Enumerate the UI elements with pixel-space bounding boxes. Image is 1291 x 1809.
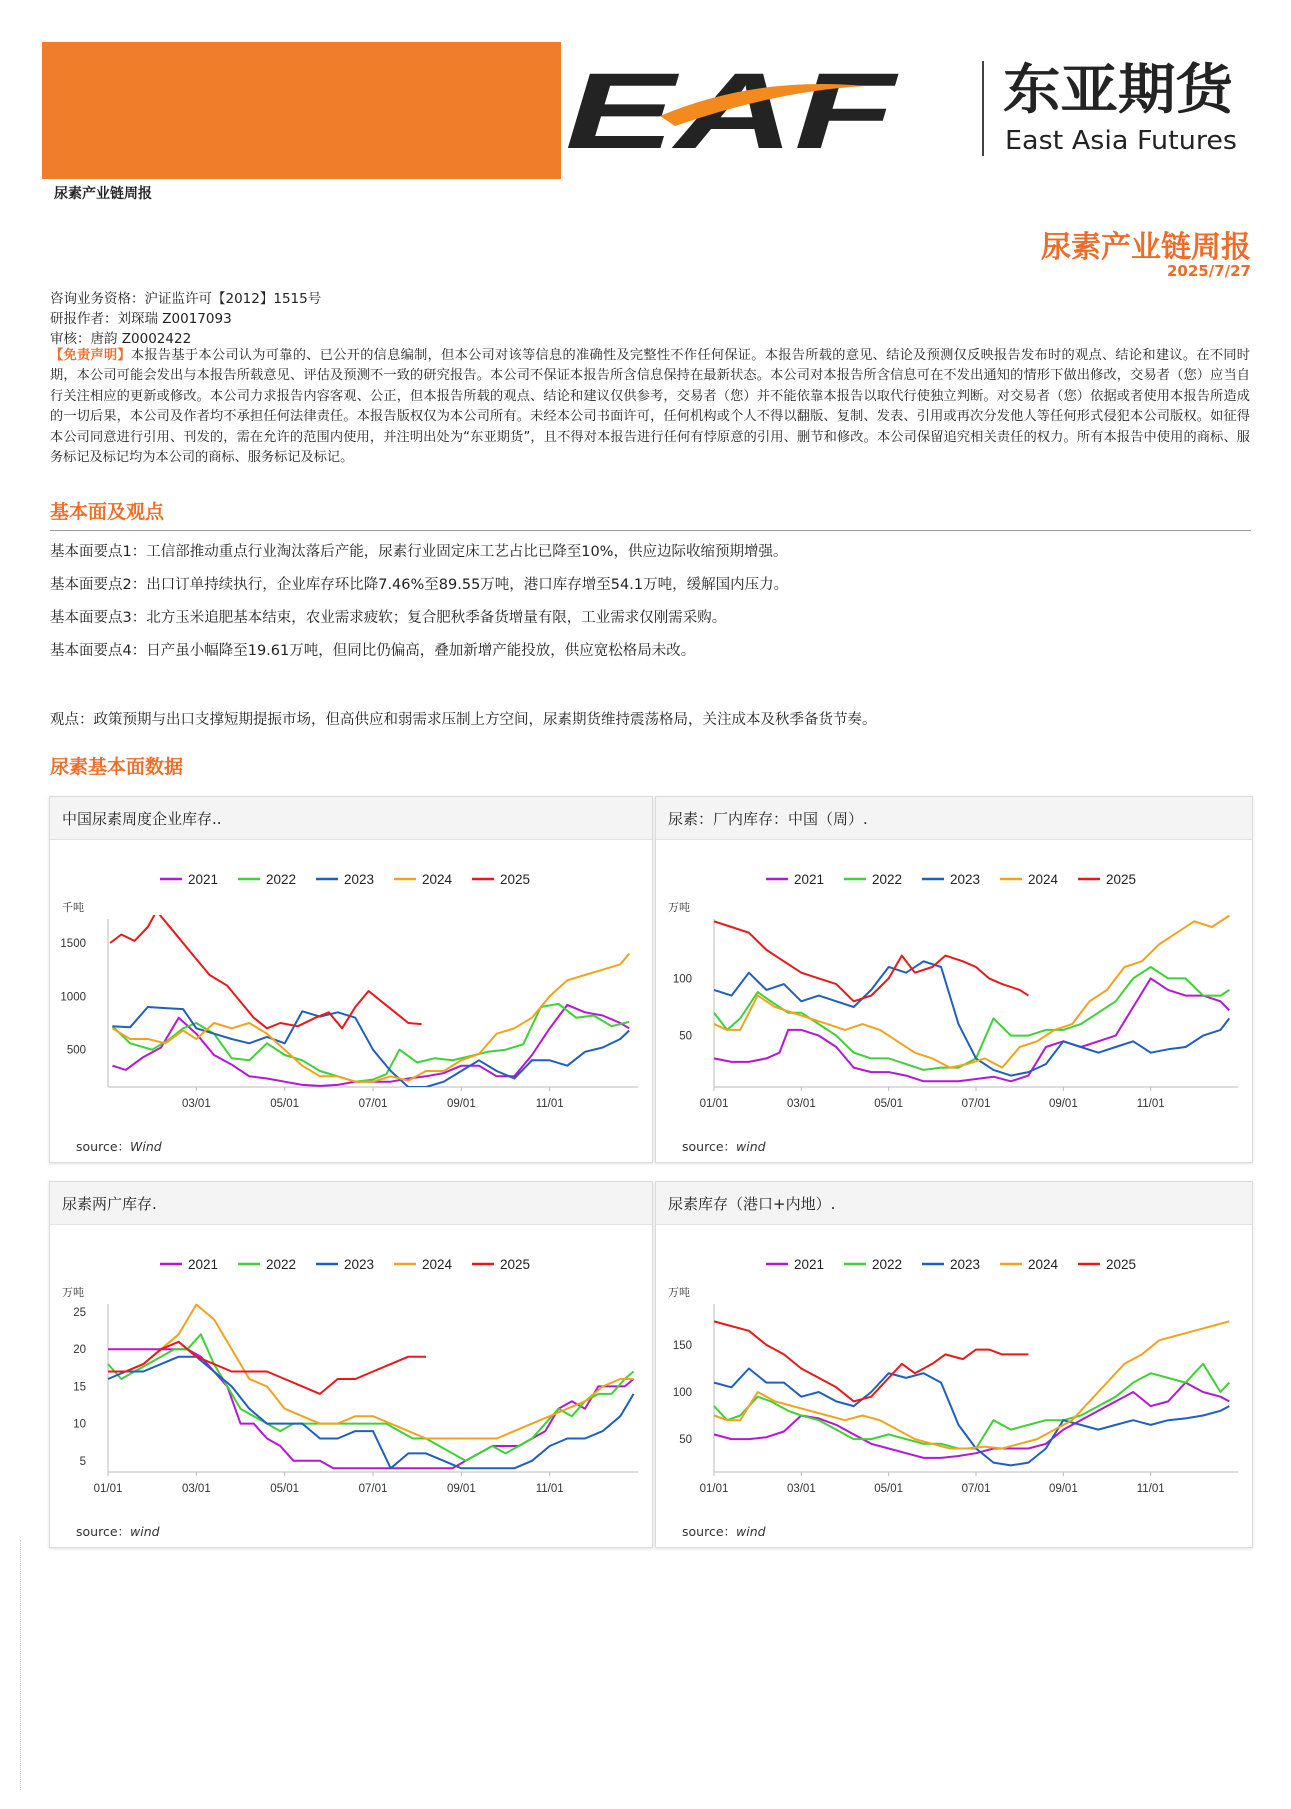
x-tick-label: 05/01 (270, 1098, 300, 1110)
disclaimer (50, 346, 1250, 468)
logo-mark: EAF (565, 56, 900, 166)
legend-label: 2021 (188, 872, 219, 887)
y-axis-unit: 万吨 (668, 1286, 690, 1299)
series-line-2025 (110, 911, 421, 1028)
chart-source-name: wind (130, 1524, 160, 1539)
chart-panel-enterprise-inventory (49, 796, 653, 1163)
y-tick-label: 100 (672, 973, 692, 986)
series-line-2023 (112, 1007, 629, 1087)
x-tick-label: 03/01 (786, 1098, 816, 1110)
y-tick-label: 50 (679, 1434, 692, 1447)
legend-label: 2023 (950, 872, 981, 887)
chart-series-group (110, 911, 629, 1087)
y-tick-label: 500 (66, 1044, 86, 1057)
x-tick-label: 07/01 (961, 1483, 991, 1495)
chart-source-label: source： (76, 1524, 131, 1539)
y-tick-label: 150 (672, 1339, 692, 1352)
chart-port-inland-inventory (656, 1224, 1252, 1509)
x-tick-label: 01/01 (699, 1483, 729, 1495)
chart-legend (766, 872, 1136, 887)
y-axis-unit: 万吨 (668, 901, 690, 914)
x-tick-label: 11/01 (1136, 1483, 1165, 1495)
chart-source-label: source： (76, 1139, 131, 1154)
legend-label: 2023 (950, 1257, 981, 1272)
chart-factory-inventory (656, 839, 1252, 1124)
x-tick-label: 01/01 (699, 1098, 729, 1110)
logo-cn: 东亚期货 (1003, 58, 1237, 121)
legend-label: 2023 (344, 1257, 375, 1272)
legend-label: 2025 (500, 1257, 531, 1272)
disclaimer-tag: 【免责声明】 (50, 348, 131, 363)
chart-panel-factory-inventory (655, 796, 1253, 1163)
chart-enterprise-inventory (50, 839, 652, 1124)
legend-label: 2022 (266, 1257, 297, 1272)
chart-source-name: Wind (130, 1139, 162, 1154)
x-tick-label: 01/01 (93, 1483, 123, 1495)
chart-source (682, 1137, 766, 1155)
chart-source-name: wind (736, 1524, 766, 1539)
report-date: 2025/7/27 (1166, 262, 1251, 280)
x-tick-label: 03/01 (181, 1483, 211, 1495)
legend-label: 2024 (422, 1257, 453, 1272)
series-line-2022 (112, 1004, 629, 1082)
x-tick-label: 11/01 (1136, 1098, 1165, 1110)
disclaimer-text: 本报告基于本公司认为可靠的、已公开的信息编制，但本公司对该等信息的准确性及完整性不作任何保证。本报告所载的意见、结论及预测仅反映报告发布时的观点、结论和建议。在不同时期，本公司可能会发出与本报告所载意见、评估及预测不一致的研究报告。本公司不保证本报告所含信息保持在最新状态。本公司对本报告所含信息可在不发出通知的情形下做出修改，交易者（您）应当自行关注相应的更新或修改。本公司力求报告内容客观、公正，但本报告所载的观点、结论和建议仅供参考，交易者（您）并不能依靠本报告以取代行使独立判断。对交易者（您）依据或者使用本报告所造成的一切后果，本公司及作者均不承担任何法律责任。本报告版权仅为本公司所有。未经本公司书面许可，任何机构或个人不得以翻版、复制、发表、引用或再次分发他人等任何形式侵犯本公司版权。如征得本公司同意进行引用、刊发的，需在允许的范围内使用，并注明出处为“东亚期货”，且不得对本报告进行任何有悖原意的引用、删节和修改。本公司保留追究相关责任的权力。所有本报告中使用的商标、服务标记及标记均为本公司的商标、服务标记及标记。 (50, 348, 1250, 466)
section-divider (50, 530, 1251, 531)
series-line-2024 (714, 1321, 1229, 1448)
section-heading-data: 尿素基本面数据 (50, 756, 184, 778)
chart-source (76, 1522, 160, 1540)
chart-panel-header (656, 797, 1252, 840)
chart-title: 尿素两广库存. (62, 1195, 157, 1213)
x-tick-label: 09/01 (446, 1098, 476, 1110)
series-line-2025 (714, 1321, 1028, 1401)
x-tick-label: 11/01 (535, 1098, 564, 1110)
chart-panel-header (50, 1182, 652, 1225)
legend-label: 2024 (1028, 1257, 1059, 1272)
chart-guangdong-guangxi-inventory (50, 1224, 652, 1509)
chart-panel-port-inland-inventory (655, 1181, 1253, 1548)
page-margin-dots (20, 1540, 21, 1790)
chart-source (682, 1522, 766, 1540)
legend-label: 2022 (872, 1257, 903, 1272)
legend-label: 2022 (872, 872, 903, 887)
company-logo (565, 56, 1265, 166)
x-tick-label: 11/01 (535, 1483, 564, 1495)
header-orange-band (42, 42, 561, 179)
x-tick-label: 07/01 (961, 1098, 991, 1110)
legend-label: 2022 (266, 872, 297, 887)
legend-label: 2025 (500, 872, 531, 887)
chart-series-group (108, 1305, 634, 1469)
legend-label: 2021 (794, 872, 825, 887)
x-tick-label: 09/01 (1048, 1098, 1078, 1110)
license-info: 咨询业务资格：沪证监许可【2012】1515号 (50, 291, 322, 307)
section-heading-fundamentals: 基本面及观点 (50, 501, 165, 523)
market-view: 观点：政策预期与出口支撑短期提振市场，但高供应和弱需求压制上方空间，尿素期货维持震荡格局，关注成本及秋季备货节奏。 (50, 712, 877, 728)
series-line-2021 (714, 978, 1229, 1081)
y-axis-unit: 千吨 (62, 901, 84, 914)
x-tick-label: 07/01 (358, 1483, 388, 1495)
chart-title: 尿素：厂内库存：中国（周）. (668, 810, 868, 828)
y-tick-label: 10 (73, 1418, 86, 1431)
x-tick-label: 05/01 (874, 1483, 904, 1495)
chart-legend (160, 872, 530, 887)
series-line-2021 (714, 1383, 1229, 1458)
legend-label: 2021 (794, 1257, 825, 1272)
chart-legend (160, 1257, 530, 1272)
x-tick-label: 03/01 (181, 1098, 211, 1110)
fundamental-point-2: 基本面要点2：出口订单持续执行，企业库存环比降7.46%至89.55万吨，港口库存增至54.1万吨，缓解国内压力。 (50, 577, 789, 593)
x-tick-label: 03/01 (786, 1483, 816, 1495)
legend-label: 2024 (422, 872, 453, 887)
fundamental-point-1: 基本面要点1：工信部推动重点行业淘汰落后产能，尿素行业固定床工艺占比已降至10%，供应边际收缩预期增强。 (50, 544, 788, 560)
chart-legend (766, 1257, 1136, 1272)
y-tick-label: 25 (73, 1307, 86, 1319)
y-tick-label: 50 (679, 1030, 692, 1043)
chart-source-label: source： (682, 1139, 737, 1154)
legend-label: 2024 (1028, 872, 1059, 887)
chart-source (76, 1137, 162, 1155)
legend-label: 2025 (1106, 1257, 1137, 1272)
chart-series-group (714, 1321, 1229, 1465)
chart-source-name: wind (736, 1139, 766, 1154)
logo-en: East Asia Futures (1005, 126, 1237, 156)
y-tick-label: 100 (672, 1387, 692, 1399)
legend-label: 2023 (344, 872, 375, 887)
x-tick-label: 05/01 (270, 1483, 300, 1495)
x-tick-label: 09/01 (1048, 1483, 1078, 1495)
chart-source-label: source： (682, 1524, 737, 1539)
y-tick-label: 1000 (60, 991, 86, 1004)
chart-panel-header (656, 1182, 1252, 1225)
x-tick-label: 09/01 (446, 1483, 476, 1495)
x-tick-label: 07/01 (358, 1098, 388, 1110)
author-info: 研报作者：刘琛瑞 Z0017093 (50, 311, 232, 327)
fundamental-point-3: 基本面要点3：北方玉米追肥基本结束，农业需求疲软；复合肥秋季备货增量有限，工业需求仅刚需采购。 (50, 610, 727, 626)
series-line-2022 (714, 967, 1229, 1070)
legend-label: 2025 (1106, 872, 1137, 887)
series-line-2022 (108, 1334, 634, 1461)
header-brand-tag: 尿素产业链周报 (54, 186, 152, 202)
chart-title: 中国尿素周度企业库存.. (62, 810, 222, 828)
report-title: 尿素产业链周报 (1041, 230, 1251, 265)
y-tick-label: 1500 (60, 938, 86, 950)
y-tick-label: 20 (73, 1344, 86, 1357)
y-tick-label: 5 (79, 1455, 86, 1468)
chart-title: 尿素库存（港口+内地）. (668, 1195, 836, 1213)
series-line-2021 (108, 1349, 634, 1468)
reviewer-info: 审核：唐韵 Z0002422 (50, 331, 192, 347)
x-tick-label: 05/01 (874, 1098, 904, 1110)
chart-panel-header (50, 797, 652, 840)
fundamental-point-4: 基本面要点4：日产虽小幅降至19.61万吨，但同比仍偏高，叠加新增产能投放，供应宽松格局未改。 (50, 643, 696, 659)
chart-series-group (714, 916, 1229, 1082)
y-axis-unit: 万吨 (62, 1286, 84, 1299)
y-tick-label: 15 (73, 1381, 86, 1394)
series-line-2023 (714, 1369, 1229, 1466)
chart-panel-guangdong-guangxi-inventory (49, 1181, 653, 1548)
legend-label: 2021 (188, 1257, 219, 1272)
